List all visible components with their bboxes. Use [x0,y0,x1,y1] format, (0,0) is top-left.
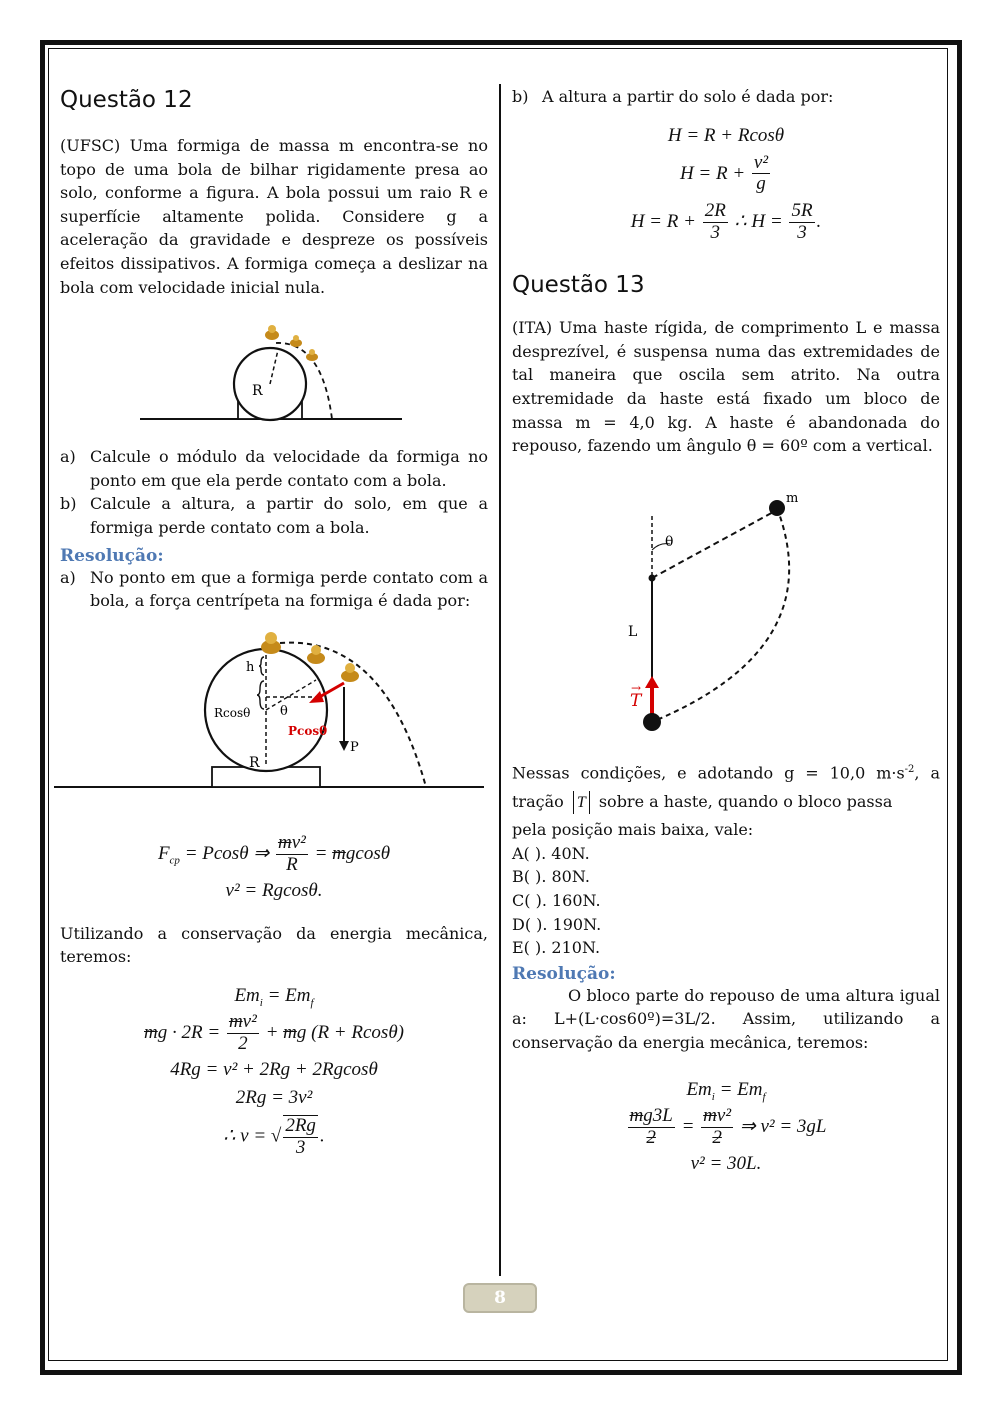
eq-pend-2: $\frac{mg3L}{2}$ = $\frac{\text{mv²}}{2}$ ⇒ v² = 3gL [629,1105,827,1149]
figure-forces [54,625,494,805]
theta-label: θ [280,703,288,719]
choice-d[interactable]: D( ). 190N. [512,914,602,934]
cond-text-1: Nessas condições, e adotando g = 10,0 m·s [512,763,905,783]
eq-energy-2: mg · 2R = $\frac{\text{mv²}}{2}$ + mg (R + Rcosθ) [144,1011,404,1055]
eq-height-1: H = R + Rcosθ [667,124,785,146]
eq-block-height [512,125,940,245]
q12-item-a [60,445,488,492]
theta-label: θ [665,533,674,550]
radius-label: R [252,383,263,400]
q12-resolution-b [512,85,940,109]
q12-statement: (UFSC) Uma formiga de massa m encontra-se no topo de uma bola de bilhar rigidamente presa ao solo, conforme a figura. A bola possui um raio R e superfície altamente polida. Considere g a aceleração da gravidade e despreze os possíveis efeitos dissipativos. A formiga começa a deslizar na bola com velocidade inicial nula. [60,136,488,297]
q12-title: Questão 12 [60,87,193,113]
rcos-label: Rcosθ [214,705,251,720]
cond-text-3: sobre a haste, quando o bloco passa [598,791,893,811]
q13-title: Questão 13 [512,272,645,299]
ant-icon-2 [307,645,325,664]
eq-block-pendulum [512,1079,940,1176]
figure-ant-on-ball [60,305,488,435]
res-label: b) [512,87,529,106]
cond-exponent: -2 [904,763,915,775]
q13-statement: (ITA) Uma haste rígida, de comprimento L e massa desprezível, é suspensa numa das extremidades de tal maneira que oscila sem atrito. Na outra extremidade da haste está fixado um bloco de massa m = 4,0 kg. A haste é abandonada do repouso, fazendo um ângulo θ = 60º com a vertical. [512,318,940,456]
q13-choices [512,842,940,960]
tension-arrowhead [645,676,659,688]
q12-resolution-a [60,566,488,613]
item-text: Calcule a altura, a partir do solo, em que a formiga perde contato com a bola. [90,494,488,537]
eq-height-2: H = R + $\frac{\text{v²}}{g}$ [679,151,769,195]
ant-icon-3 [341,663,359,682]
q12-resolution-title: Resolução: [60,545,164,566]
t-vector-arrow: → [631,680,642,695]
t-label: T [630,690,642,711]
eq-energy-1: $Em_i = Em_f$ [234,984,314,1009]
q13-resolution-text: O bloco parte do repouso de uma altura igual a: L+(L·cos60º)=3L/2. Assim, utilizando a conservação da energia mecânica, teremos: [512,985,940,1052]
cond-text-4: pela posição mais baixa, vale: [512,820,754,840]
ant-icon-1 [261,632,281,654]
eq-height-3: H = R + $\frac{2R}{3}$ ∴ H = $\frac{5R}{3}$ . [630,200,822,244]
eq-block-centripetal [60,833,488,902]
eq-energy-4: 2Rg = 3v² [235,1087,313,1109]
column-divider [499,84,501,1276]
choice-c[interactable]: C( ). 160N. [512,891,601,911]
right-column [512,80,940,1175]
r-label: R [249,754,260,771]
p-label: P [350,739,359,755]
conservation-text: Utilizando a conservação da energia mecânica, teremos: [60,923,488,967]
res-text: No ponto em que a formiga perde contato com a bola, a força centrípeta na formiga é dada por: [90,567,488,611]
item-text: Calcule o módulo da velocidade da formiga no ponto em que ela perde contato com a bola. [90,447,488,490]
q13-conditions [512,758,940,815]
figure-pendulum [512,478,940,748]
eq-pend-3: v² = 30L. [690,1153,762,1175]
cond-text-2: , a tração [512,763,940,811]
left-column [60,80,488,1159]
eq-centripetal: $F_{cp} = Pcos\theta$ ⇒ $\frac{\text{mv²}}{R}$ = mgcosθ [157,831,391,875]
res-text: A altura a partir do solo é dada por: [542,87,834,106]
weight-arrowhead [339,741,349,751]
ant-icon-2 [290,335,302,347]
q13-resolution-title: Resolução: [512,963,616,984]
tension-magnitude: T [573,791,590,815]
item-label: b) [60,494,77,514]
pcos-label: Pcosθ [288,723,328,738]
eq-pend-1: $Em_i = Em_f$ [686,1078,766,1103]
eq-block-energy [60,985,488,1159]
res-label: a) [60,567,76,587]
mass-bottom [643,713,661,731]
ant-icon-1 [265,325,279,340]
l-label: L [628,623,638,640]
q12-items [60,445,488,539]
page-number: 8 [463,1283,537,1313]
item-label: a) [60,447,76,467]
eq-velocity-squared: v² = Rgcosθ. [225,879,323,901]
eq-energy-3: 4Rg = v² + 2Rg + 2Rgcosθ [170,1059,378,1081]
h-label: h [246,659,255,675]
choice-a[interactable]: A( ). 40N. [512,843,590,863]
choice-e[interactable]: E( ). 210N. [512,938,601,958]
eq-energy-5: ∴ v = √ $\frac{2Rg}{3}$ . [223,1115,325,1159]
choice-b[interactable]: B( ). 80N. [512,867,590,887]
ant-icon-3 [306,349,318,361]
q12-item-b [60,492,488,539]
pivot-point [649,574,656,581]
m-label: m [786,490,799,506]
